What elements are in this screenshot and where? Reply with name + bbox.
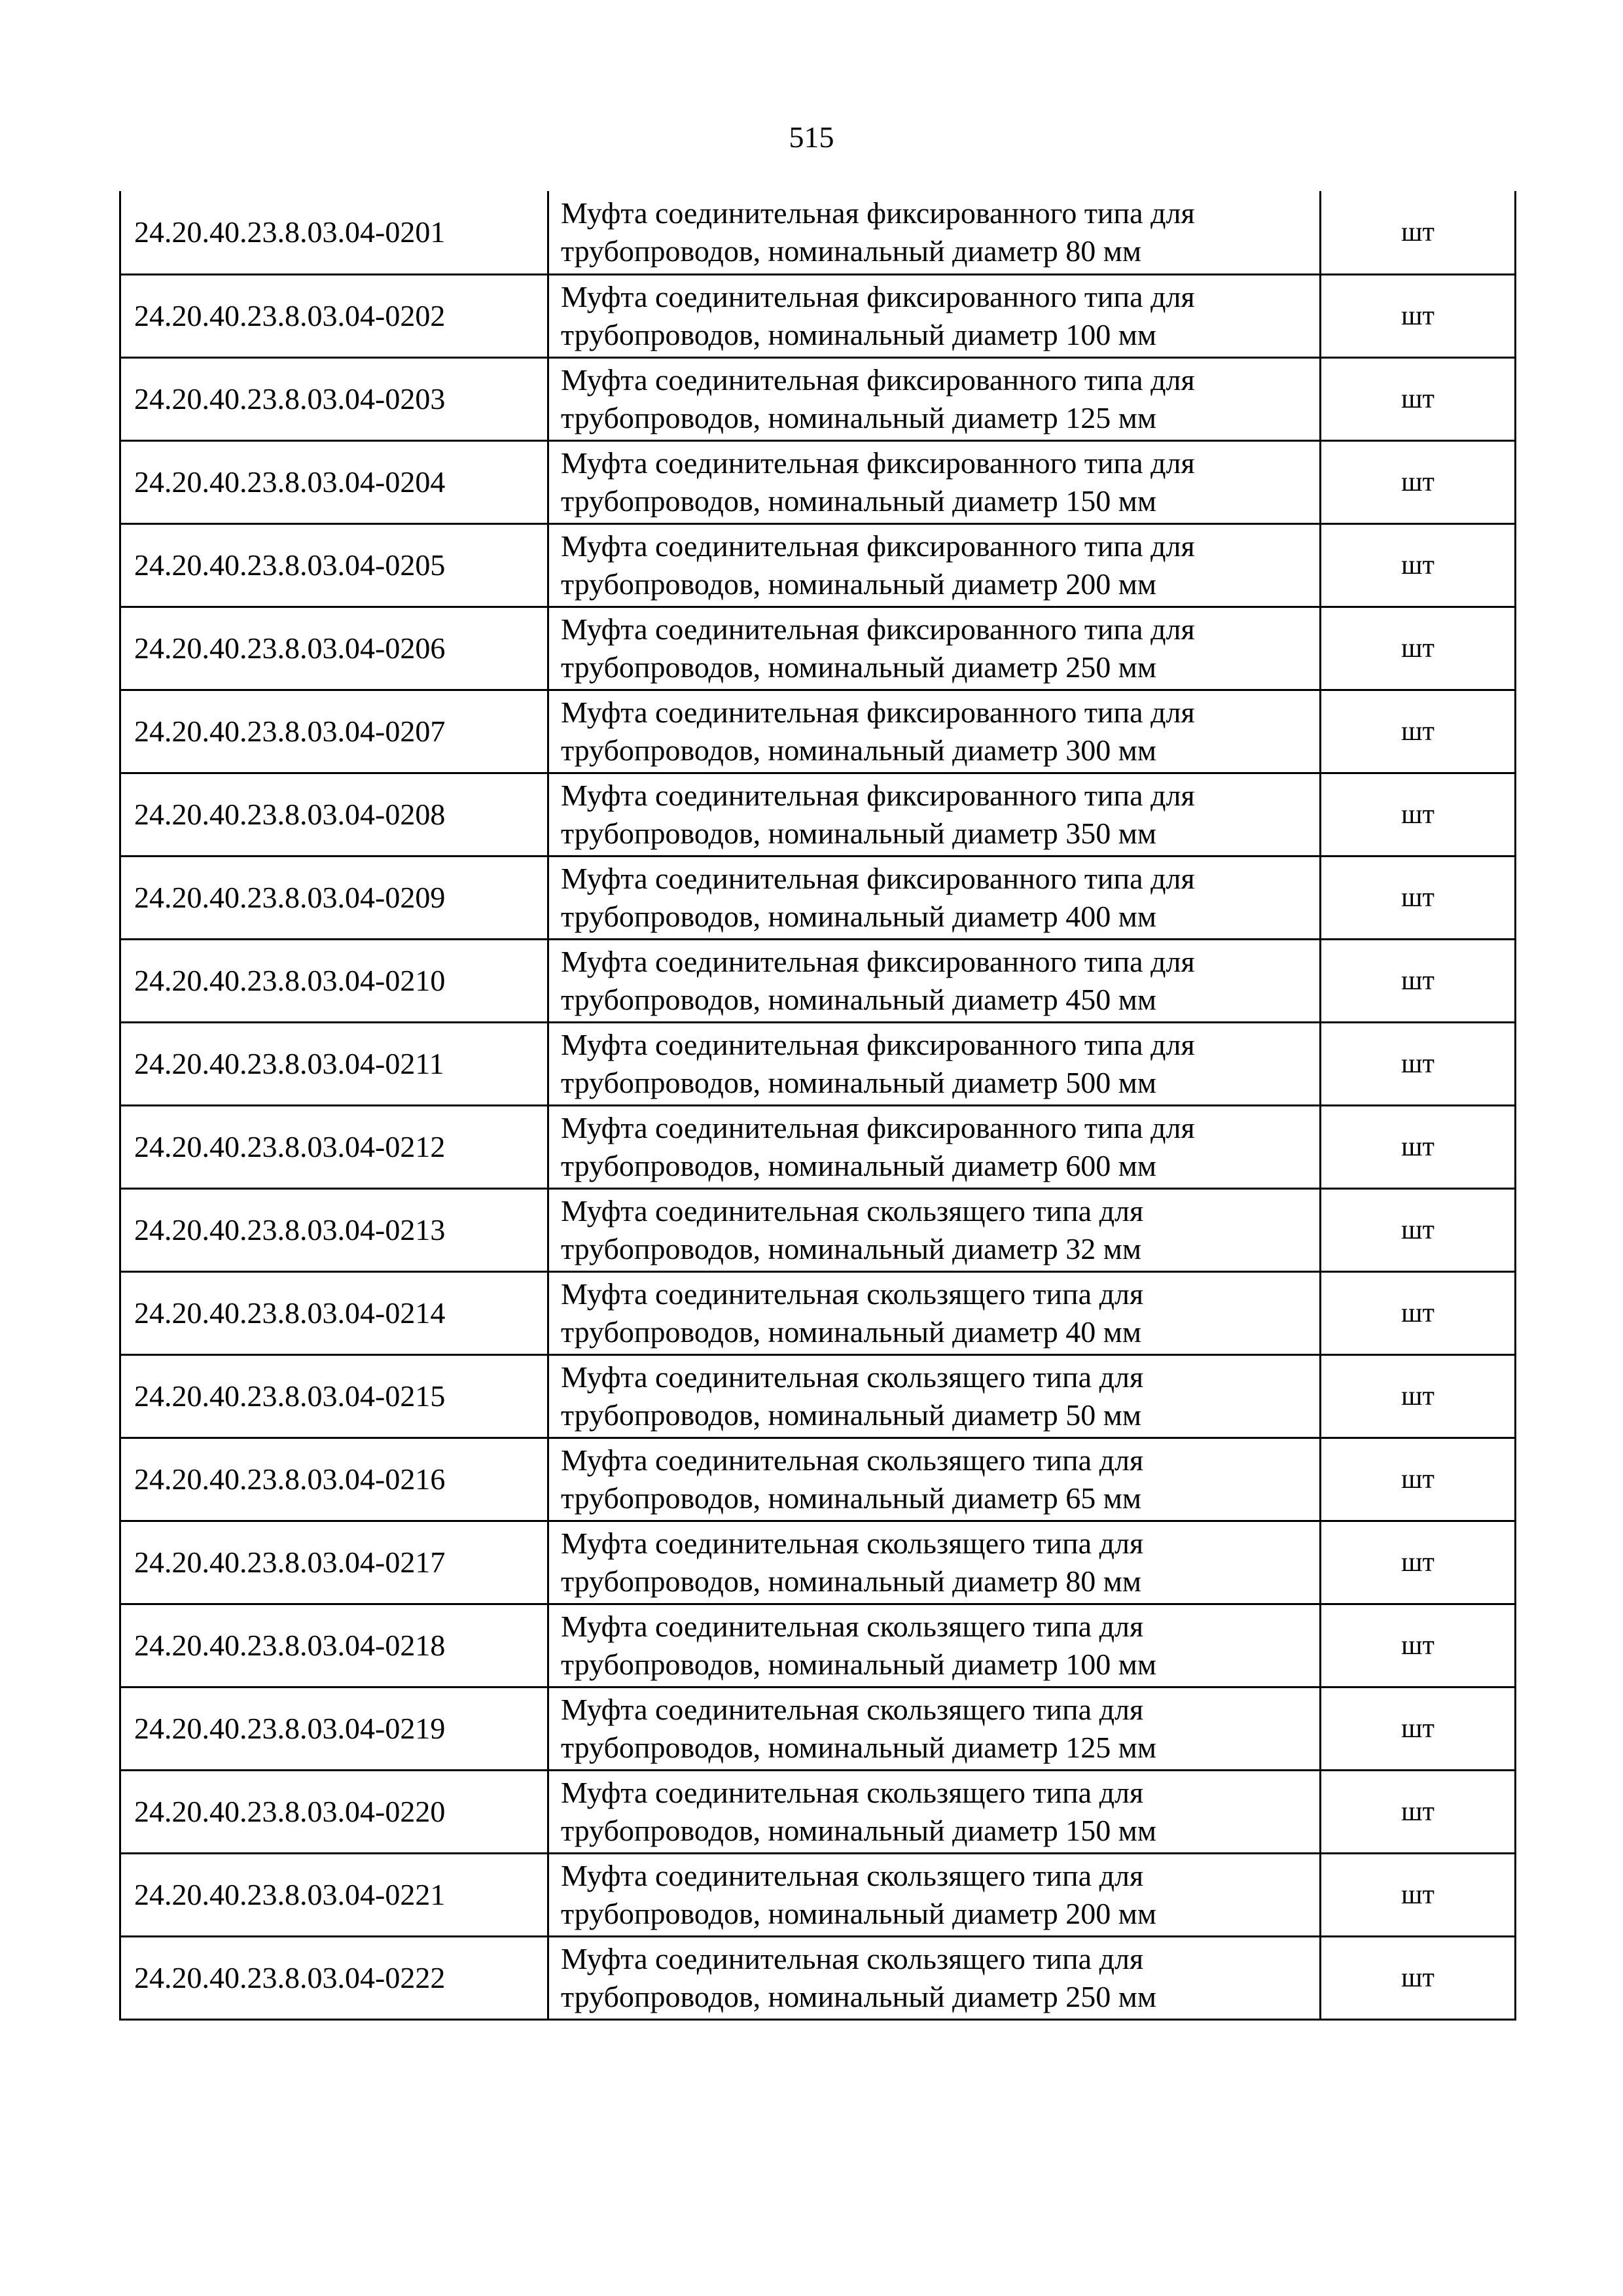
resource-code-cell: 24.20.40.23.8.03.04-0209 <box>120 856 548 939</box>
resource-name-cell <box>548 607 1321 690</box>
resource-code-cell: 24.20.40.23.8.03.04-0216 <box>120 1438 548 1521</box>
resource-code-cell: 24.20.40.23.8.03.04-0219 <box>120 1687 548 1770</box>
resource-name-line: Муфта соединительная фиксированного типа для <box>561 778 1195 812</box>
unit-cell: шт <box>1321 1770 1516 1853</box>
table-row <box>120 1936 1516 2019</box>
resource-name-cell <box>548 856 1321 939</box>
resource-name-line: Муфта соединительная фиксированного типа для <box>561 529 1195 563</box>
resource-name-line: Муфта соединительная фиксированного типа для <box>561 362 1195 397</box>
table-row <box>120 274 1516 357</box>
resource-name-line: Муфта соединительная скользящего типа для <box>561 1193 1144 1227</box>
resource-name-line: Муфта соединительная скользящего типа для <box>561 1692 1144 1726</box>
unit-cell: шт <box>1321 939 1516 1022</box>
resource-code-cell: 24.20.40.23.8.03.04-0204 <box>120 440 548 523</box>
resource-name-line: Муфта соединительная фиксированного типа для <box>561 861 1195 895</box>
unit-cell: шт <box>1321 523 1516 607</box>
resource-name-line: Муфта соединительная скользящего типа для <box>561 1941 1144 1975</box>
resource-name-line: трубопроводов, номинальный диаметр 80 мм <box>561 234 1142 268</box>
table-row <box>120 440 1516 523</box>
resource-name-line: Муфта соединительная фиксированного типа для <box>561 1110 1195 1144</box>
resource-name-line: трубопроводов, номинальный диаметр 300 мм <box>561 733 1157 767</box>
table-row <box>120 1853 1516 1936</box>
unit-cell: шт <box>1321 607 1516 690</box>
table-row <box>120 773 1516 856</box>
resource-name-cell <box>548 440 1321 523</box>
resource-name-cell <box>548 1604 1321 1687</box>
table-row <box>120 357 1516 440</box>
resource-code-cell: 24.20.40.23.8.03.04-0218 <box>120 1604 548 1687</box>
unit-cell: шт <box>1321 856 1516 939</box>
resource-name-cell <box>548 773 1321 856</box>
resource-name-line: трубопроводов, номинальный диаметр 100 мм <box>561 1647 1157 1681</box>
resource-code-cell: 24.20.40.23.8.03.04-0221 <box>120 1853 548 1936</box>
unit-cell: шт <box>1321 1438 1516 1521</box>
resource-name-cell <box>548 1354 1321 1438</box>
resource-code-cell: 24.20.40.23.8.03.04-0217 <box>120 1521 548 1604</box>
resource-code-cell: 24.20.40.23.8.03.04-0214 <box>120 1271 548 1354</box>
unit-cell: шт <box>1321 440 1516 523</box>
table-row <box>120 1604 1516 1687</box>
resource-name-line: трубопроводов, номинальный диаметр 100 мм <box>561 317 1157 351</box>
resource-table-body <box>120 191 1516 2019</box>
resource-name-line: Муфта соединительная фиксированного типа для <box>561 446 1195 480</box>
resource-name-cell <box>548 357 1321 440</box>
table-row <box>120 1271 1516 1354</box>
resource-name-line: Муфта соединительная скользящего типа для <box>561 1858 1144 1892</box>
resource-name-line: трубопроводов, номинальный диаметр 500 мм <box>561 1065 1157 1099</box>
resource-code-cell: 24.20.40.23.8.03.04-0202 <box>120 274 548 357</box>
table-row <box>120 1022 1516 1105</box>
resource-name-cell <box>548 1687 1321 1770</box>
resource-code-cell: 24.20.40.23.8.03.04-0222 <box>120 1936 548 2019</box>
resource-name-line: Муфта соединительная фиксированного типа для <box>561 1027 1195 1061</box>
resource-name-line: трубопроводов, номинальный диаметр 250 мм <box>561 1979 1157 2013</box>
unit-cell: шт <box>1321 1105 1516 1188</box>
unit-cell: шт <box>1321 1936 1516 2019</box>
resource-name-line: Муфта соединительная скользящего типа для <box>561 1526 1144 1560</box>
table-row <box>120 523 1516 607</box>
resource-name-line: Муфта соединительная скользящего типа для <box>561 1609 1144 1643</box>
resource-name-line: Муфта соединительная скользящего типа для <box>561 1277 1144 1311</box>
unit-cell: шт <box>1321 1188 1516 1271</box>
resource-name-line: трубопроводов, номинальный диаметр 350 мм <box>561 816 1157 850</box>
unit-cell: шт <box>1321 690 1516 773</box>
table-row <box>120 690 1516 773</box>
unit-cell: шт <box>1321 1271 1516 1354</box>
table-row <box>120 1687 1516 1770</box>
resource-name-cell <box>548 523 1321 607</box>
unit-cell: шт <box>1321 1853 1516 1936</box>
resource-name-line: трубопроводов, номинальный диаметр 40 мм <box>561 1315 1142 1349</box>
unit-cell: шт <box>1321 1521 1516 1604</box>
table-row <box>120 1770 1516 1853</box>
table-row <box>120 1105 1516 1188</box>
resource-code-cell: 24.20.40.23.8.03.04-0215 <box>120 1354 548 1438</box>
resource-code-cell: 24.20.40.23.8.03.04-0210 <box>120 939 548 1022</box>
table-row <box>120 607 1516 690</box>
resource-code-cell: 24.20.40.23.8.03.04-0220 <box>120 1770 548 1853</box>
unit-cell: шт <box>1321 1687 1516 1770</box>
table-row <box>120 1521 1516 1604</box>
resource-name-line: Муфта соединительная фиксированного типа для <box>561 612 1195 646</box>
resource-name-cell <box>548 939 1321 1022</box>
resource-name-cell <box>548 1438 1321 1521</box>
resource-name-line: трубопроводов, номинальный диаметр 250 мм <box>561 650 1157 684</box>
resource-name-cell <box>548 1853 1321 1936</box>
resource-table <box>119 191 1516 2021</box>
resource-name-cell <box>548 191 1321 274</box>
unit-cell: шт <box>1321 357 1516 440</box>
resource-code-cell: 24.20.40.23.8.03.04-0212 <box>120 1105 548 1188</box>
resource-name-line: трубопроводов, номинальный диаметр 32 мм <box>561 1231 1142 1265</box>
table-row <box>120 939 1516 1022</box>
resource-name-cell <box>548 1188 1321 1271</box>
resource-name-cell <box>548 1271 1321 1354</box>
resource-name-cell <box>548 1936 1321 2019</box>
resource-name-cell <box>548 1105 1321 1188</box>
resource-code-cell: 24.20.40.23.8.03.04-0206 <box>120 607 548 690</box>
resource-name-cell <box>548 690 1321 773</box>
resource-code-cell: 24.20.40.23.8.03.04-0207 <box>120 690 548 773</box>
resource-name-line: трубопроводов, номинальный диаметр 150 мм <box>561 1813 1157 1847</box>
unit-cell: шт <box>1321 1022 1516 1105</box>
unit-cell: шт <box>1321 1354 1516 1438</box>
resource-name-cell <box>548 1022 1321 1105</box>
table-row <box>120 191 1516 274</box>
resource-code-cell: 24.20.40.23.8.03.04-0213 <box>120 1188 548 1271</box>
resource-name-line: Муфта соединительная фиксированного типа для <box>561 196 1195 230</box>
resource-name-line: Муфта соединительная фиксированного типа для <box>561 279 1195 313</box>
resource-name-line: трубопроводов, номинальный диаметр 400 мм <box>561 899 1157 933</box>
resource-code-cell: 24.20.40.23.8.03.04-0203 <box>120 357 548 440</box>
resource-name-line: трубопроводов, номинальный диаметр 50 мм <box>561 1398 1142 1432</box>
resource-name-line: трубопроводов, номинальный диаметр 600 мм <box>561 1148 1157 1182</box>
resource-name-line: трубопроводов, номинальный диаметр 125 мм <box>561 400 1157 434</box>
unit-cell: шт <box>1321 773 1516 856</box>
table-row <box>120 1354 1516 1438</box>
resource-name-cell <box>548 1521 1321 1604</box>
resource-code-cell: 24.20.40.23.8.03.04-0201 <box>120 191 548 274</box>
resource-name-line: трубопроводов, номинальный диаметр 150 мм <box>561 484 1157 518</box>
resource-name-line: Муфта соединительная скользящего типа для <box>561 1775 1144 1809</box>
table-row <box>120 1438 1516 1521</box>
unit-cell: шт <box>1321 274 1516 357</box>
resource-name-cell <box>548 274 1321 357</box>
resource-name-line: Муфта соединительная фиксированного типа для <box>561 695 1195 729</box>
resource-code-cell: 24.20.40.23.8.03.04-0205 <box>120 523 548 607</box>
resource-name-line: Муфта соединительная скользящего типа для <box>561 1443 1144 1477</box>
table-row <box>120 1188 1516 1271</box>
unit-cell: шт <box>1321 191 1516 274</box>
resource-code-cell: 24.20.40.23.8.03.04-0208 <box>120 773 548 856</box>
resource-name-cell <box>548 1770 1321 1853</box>
resource-name-line: трубопроводов, номинальный диаметр 200 мм <box>561 567 1157 601</box>
resource-name-line: Муфта соединительная фиксированного типа для <box>561 944 1195 978</box>
resource-name-line: трубопроводов, номинальный диаметр 200 мм <box>561 1896 1157 1930</box>
resource-name-line: трубопроводов, номинальный диаметр 450 мм <box>561 982 1157 1016</box>
resource-code-cell: 24.20.40.23.8.03.04-0211 <box>120 1022 548 1105</box>
page-number: 515 <box>789 120 834 154</box>
resource-name-line: трубопроводов, номинальный диаметр 80 мм <box>561 1564 1142 1598</box>
resource-name-line: Муфта соединительная скользящего типа для <box>561 1360 1144 1394</box>
resource-name-line: трубопроводов, номинальный диаметр 125 мм <box>561 1730 1157 1764</box>
table-row <box>120 856 1516 939</box>
resource-name-line: трубопроводов, номинальный диаметр 65 мм <box>561 1481 1142 1515</box>
unit-cell: шт <box>1321 1604 1516 1687</box>
